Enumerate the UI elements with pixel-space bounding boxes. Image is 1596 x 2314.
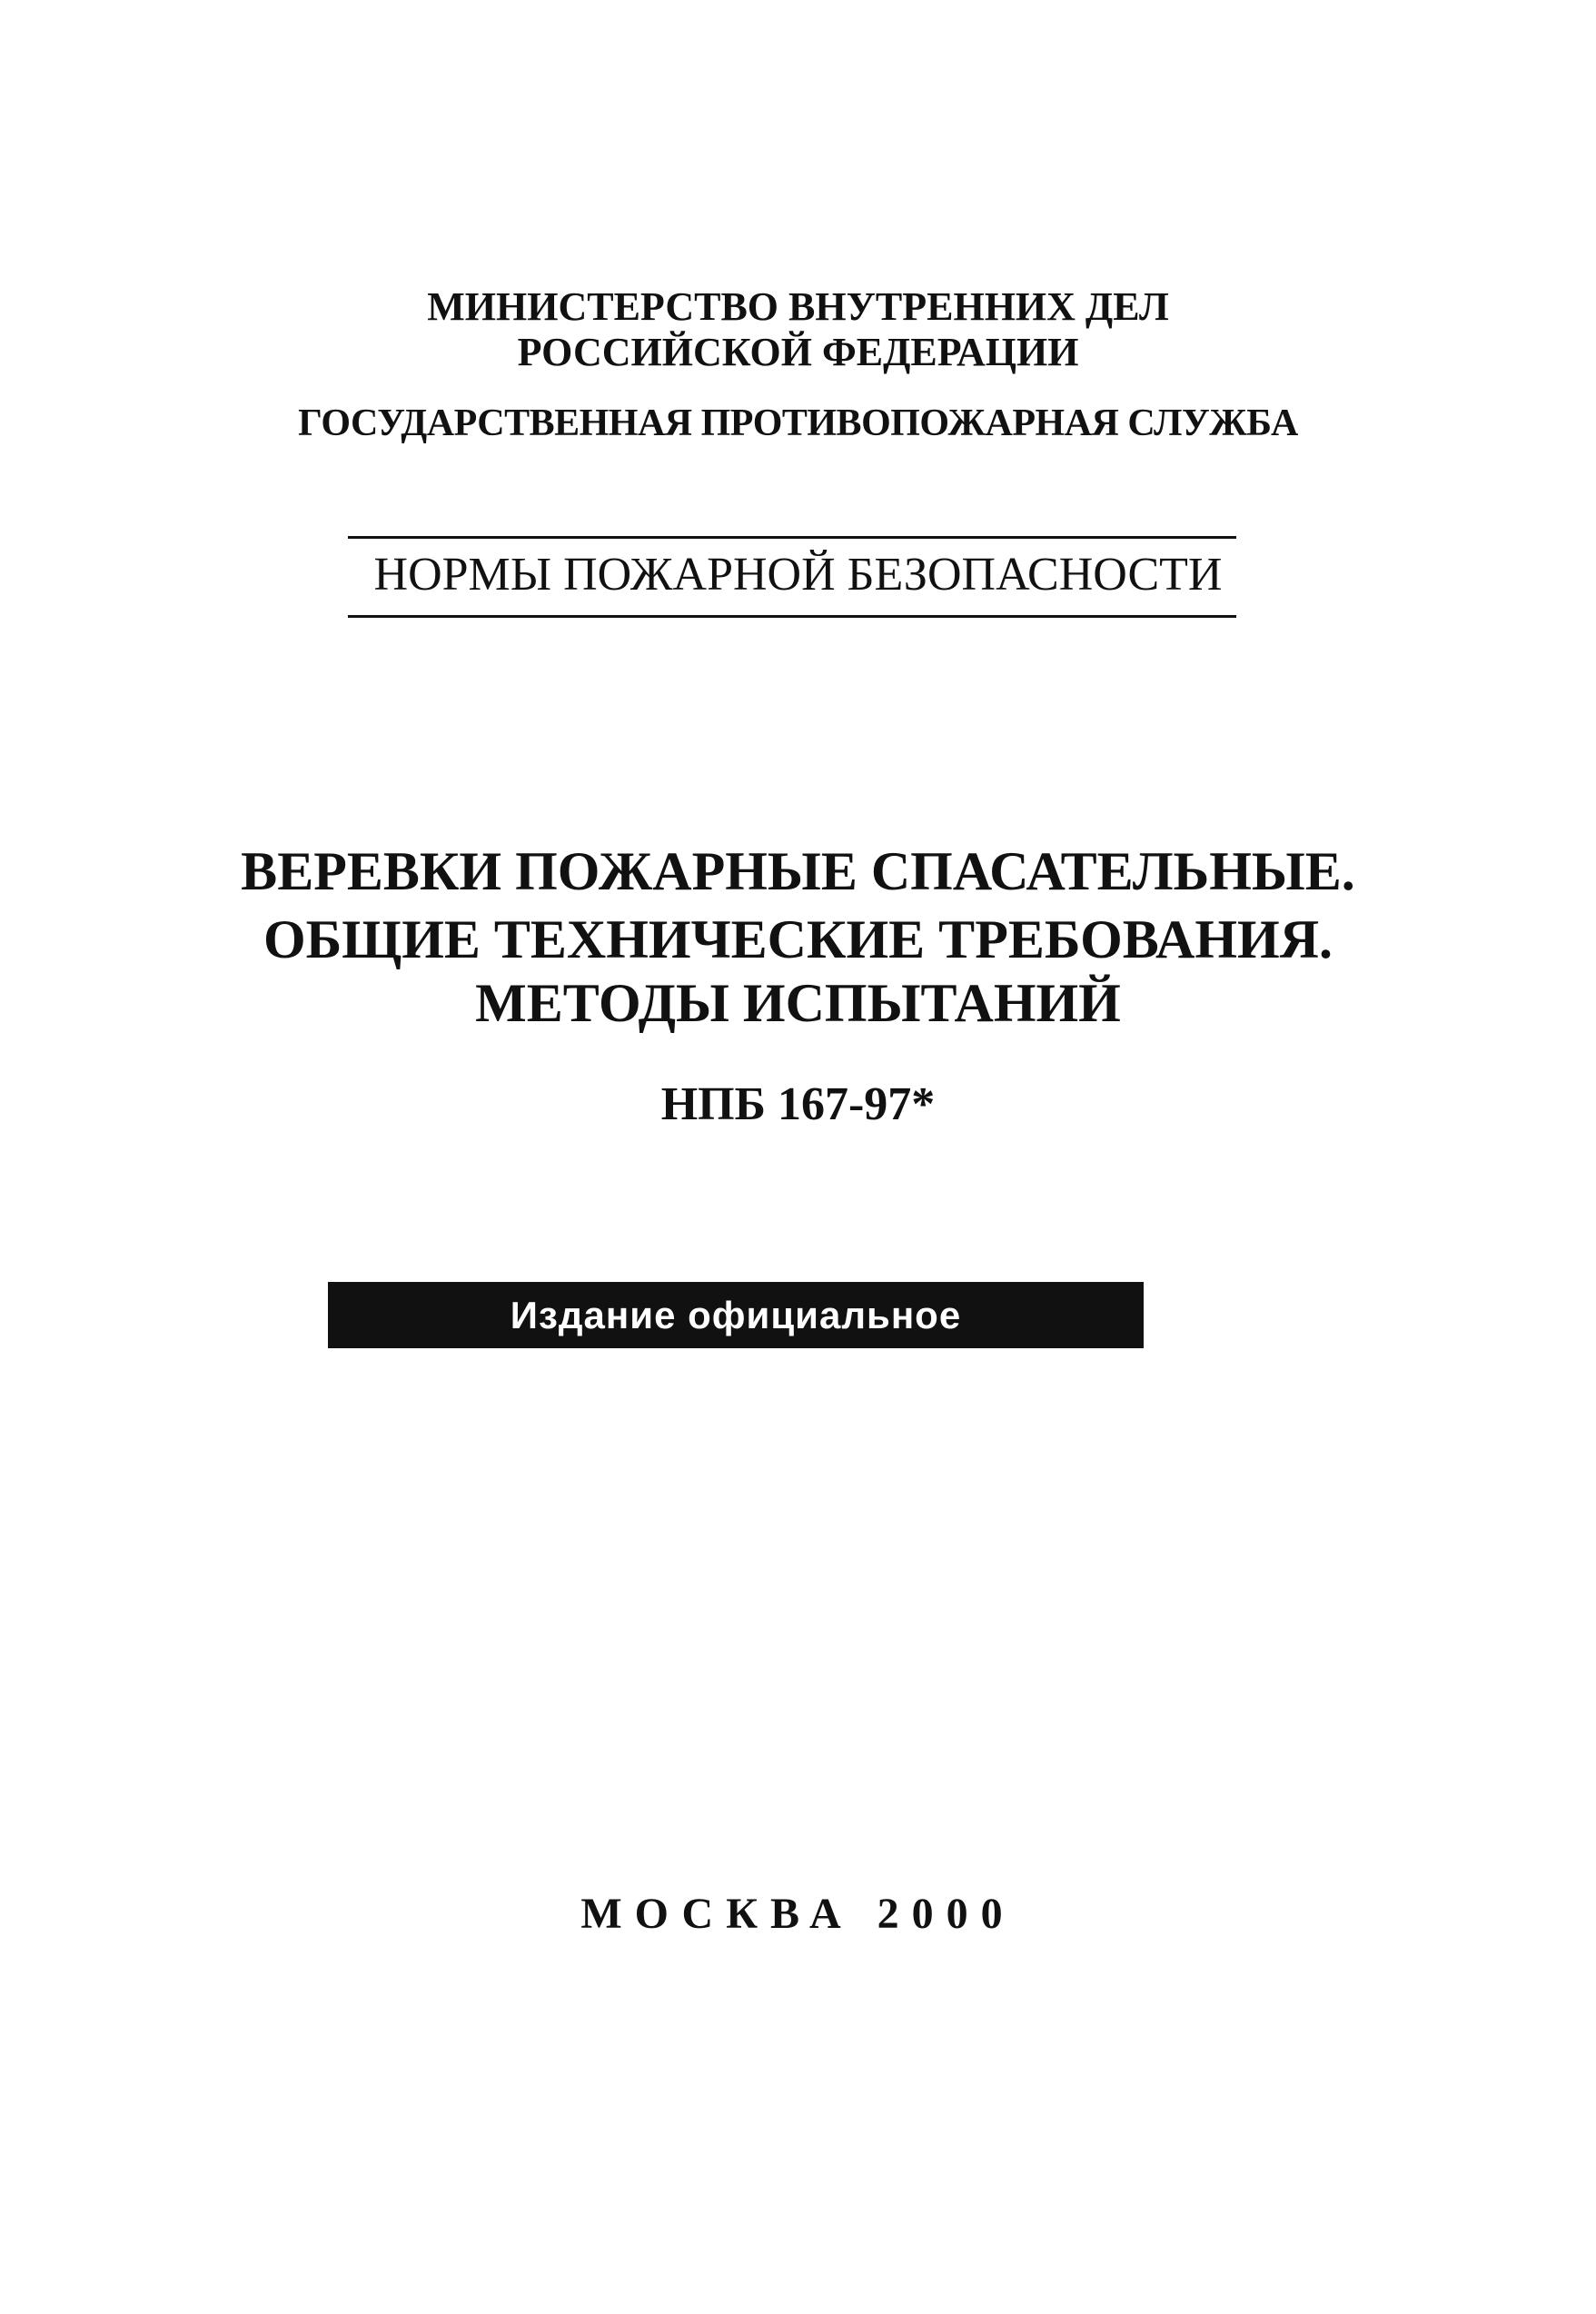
series-top-rule (348, 536, 1236, 539)
document-code: НПБ 167-97* (660, 1078, 936, 1130)
document-title-line-3: МЕТОДЫ ИСПЫТАНИЙ (475, 973, 1121, 1033)
series-bottom-rule (348, 615, 1236, 618)
ministry-name-line-2: РОССИЙСКОЙ ФЕДЕРАЦИИ (517, 330, 1079, 374)
service-name: ГОСУДАРСТВЕННАЯ ПРОТИВОПОЖАРНАЯ СЛУЖБА (298, 402, 1298, 444)
edition-label: Издание официальное (510, 1294, 962, 1336)
series-title: НОРМЫ ПОЖАРНОЙ БЕЗОПАСНОСТИ (373, 549, 1223, 601)
ministry-name-line-1: МИНИСТЕРСТВО ВНУТРЕННИХ ДЕЛ (427, 284, 1169, 329)
document-title-line-2: ОБЩИЕ ТЕХНИЧЕСКИЕ ТРЕБОВАНИЯ. (263, 909, 1333, 969)
publication-city-year: МОСКВА 2000 (580, 1890, 1016, 1938)
document-title-line-1: ВЕРЕВКИ ПОЖАРНЫЕ СПАСАТЕЛЬНЫЕ. (241, 841, 1355, 901)
